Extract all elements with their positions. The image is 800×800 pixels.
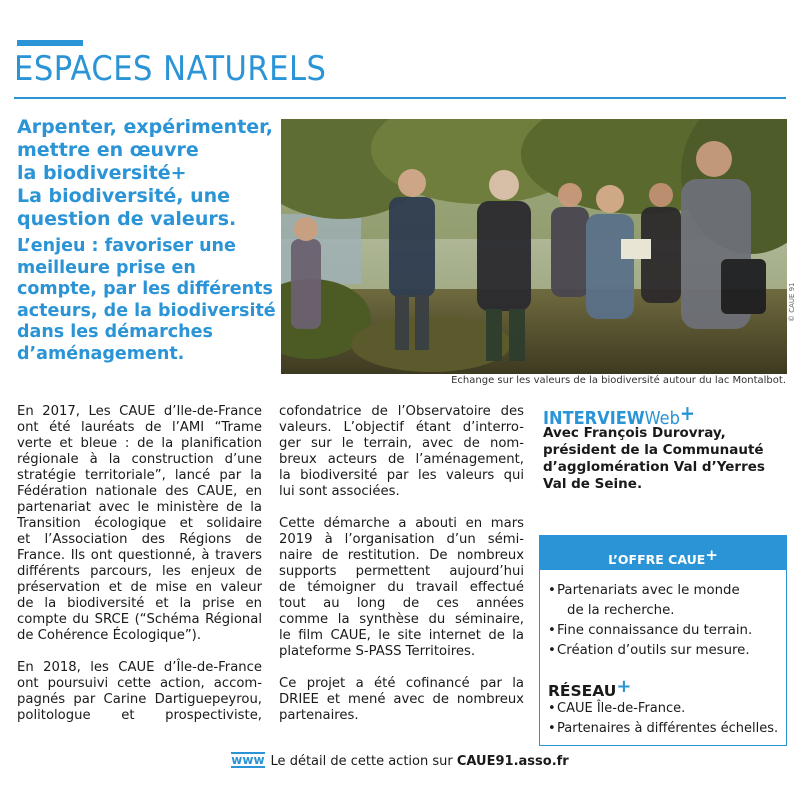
headline-line: Arpenter, expérimenter,: [17, 116, 273, 138]
title-rule: [14, 97, 786, 99]
offre-list: [548, 581, 783, 661]
paragraph-4: [279, 516, 524, 660]
text-line: pagnés par Carine Dartiguepeyrou,: [17, 692, 262, 707]
field-visit-photo: [281, 119, 787, 374]
paragraph-3: [279, 404, 524, 500]
interview-line: président de la Communauté: [543, 442, 764, 458]
list-item: • Partenaires à différentes échelles.: [548, 719, 783, 739]
reseau-list: [548, 699, 783, 739]
plus-icon: +: [705, 546, 718, 564]
list-item: • Création d’outils sur mesure.: [548, 641, 783, 661]
text-line: ont été lauréats de l’AMI “Trame: [17, 420, 262, 435]
list-item: • Partenariats avec le monde: [548, 581, 783, 601]
text-line: de la biodiversité et la prise en: [17, 596, 262, 611]
text-line: différents parcours, les enjeux de: [17, 564, 262, 579]
text-line: breux acteurs de l’aménagement,: [279, 452, 524, 467]
enjeu-line: acteurs, de la biodiversité: [17, 300, 276, 321]
headline-line: La biodiversité, une: [17, 185, 231, 207]
list-item: • Fine connaissance du terrain.: [548, 621, 783, 641]
text-line: Fédération nationale des CAUE, en: [17, 484, 262, 499]
enjeu-lead: [17, 236, 277, 365]
interview-line: d’agglomération Val d’Yerres: [543, 459, 765, 475]
text-line: lui sont associées.: [279, 484, 400, 499]
list-item-continuation: de la recherche.: [567, 603, 675, 618]
plus-icon: +: [679, 401, 695, 425]
text-line: naire de restitution. De nombreux: [279, 548, 524, 563]
paragraph-5: [279, 676, 524, 724]
headline-line: mettre en œuvre: [17, 139, 199, 161]
offre-caue-box: [539, 535, 787, 746]
interview-title-bold: INTERVIEW: [543, 408, 645, 429]
section-title: ESPACES NATURELS: [14, 49, 327, 89]
offre-caue-header: [540, 536, 786, 570]
text-line: ont poursuivi cette action, accom-: [17, 676, 262, 691]
text-line: ger sur le terrain, avec de nom-: [279, 436, 524, 451]
headline-line: la biodiversité+: [17, 162, 187, 184]
text-line: comme la synthèse du séminaire,: [279, 612, 524, 627]
text-line: stratégie territoriale”, lancé par la: [17, 468, 262, 483]
enjeu-line: compte, par les différents: [17, 279, 273, 299]
headline: [17, 116, 277, 231]
interview-line: Val de Seine.: [543, 476, 643, 492]
text-line: le film CAUE, le site internet de la: [279, 628, 524, 643]
text-line: de témoigner du travail effectué: [279, 580, 524, 595]
paragraph-2: [17, 660, 262, 724]
text-line: politologue et prospectiviste,: [17, 708, 262, 723]
text-line: DRIEE et mené avec de nombreux: [279, 692, 524, 707]
reseau-title-text: RÉSEAU: [548, 682, 617, 700]
offre-caue-title: L’OFFRE CAUE: [608, 552, 706, 567]
footer-text: Le détail de cette action sur: [270, 754, 457, 769]
enjeu-line: meilleure prise en: [17, 257, 196, 278]
text-line: régionale à la construction d’une: [17, 452, 262, 467]
headline-line: question de valeurs.: [17, 208, 237, 230]
text-line: Cette démarche a abouti en mars: [279, 516, 524, 531]
text-line: partenaires.: [279, 708, 359, 723]
reseau-title: [548, 676, 631, 700]
list-item: • CAUE Île-de-France.: [548, 699, 783, 719]
photo-copyright: © CAUE 91: [788, 282, 796, 322]
text-line: verte et bleue : de la planification: [17, 436, 262, 451]
www-icon: www: [231, 753, 265, 767]
text-line: plateforme S-PASS Territoires.: [279, 644, 476, 659]
text-line: 2019 à l’organisation d’un sémi-: [279, 532, 524, 547]
text-line: Transition écologique et solidaire: [17, 516, 262, 531]
text-line: En 2018, les CAUE d’Île-de-France: [17, 660, 262, 675]
text-line: partenariat avec le ministère de la: [17, 500, 262, 515]
plus-icon: +: [616, 676, 632, 697]
text-line: compte du SRCE (“Schéma Régional: [17, 612, 262, 627]
paragraph-1: [17, 404, 262, 644]
text-line: tout au long de ces années: [279, 596, 524, 611]
footer: [0, 752, 800, 769]
body-column-2: [279, 404, 524, 724]
interview-title-web: Web: [644, 408, 680, 429]
text-line: et l’Association des Régions de: [17, 532, 262, 547]
enjeu-line: d’aménagement.: [17, 343, 185, 364]
text-line: cofondatrice de l’Observatoire des: [279, 404, 524, 419]
text-line: Ce projet a été cofinancé par la: [279, 676, 524, 691]
text-line: supports permettent aujourd’hui: [279, 564, 524, 579]
text-line: la biodiversité par les valeurs qui: [279, 468, 524, 483]
photo-caption: Echange sur les valeurs de la biodiversité autour du lac Montalbot.: [451, 375, 786, 386]
enjeu-line: L’enjeu : favoriser une: [17, 236, 236, 256]
footer-link[interactable]: CAUE91.asso.fr: [456, 754, 569, 769]
text-line: France. Ils ont questionné, à travers: [17, 548, 262, 563]
text-line: de Cohérence Écologique”).: [17, 628, 202, 643]
enjeu-line: dans les démarches: [17, 322, 213, 342]
text-line: préservation et de mise en valeur: [17, 580, 262, 595]
interview-body: [543, 425, 783, 493]
text-line: En 2017, Les CAUE d’Ile-de-France: [17, 404, 262, 419]
text-line: valeurs. L’objectif étant d’interro-: [279, 420, 524, 435]
body-column-1: [17, 404, 262, 724]
interview-line: Avec François Durovray,: [543, 425, 726, 441]
